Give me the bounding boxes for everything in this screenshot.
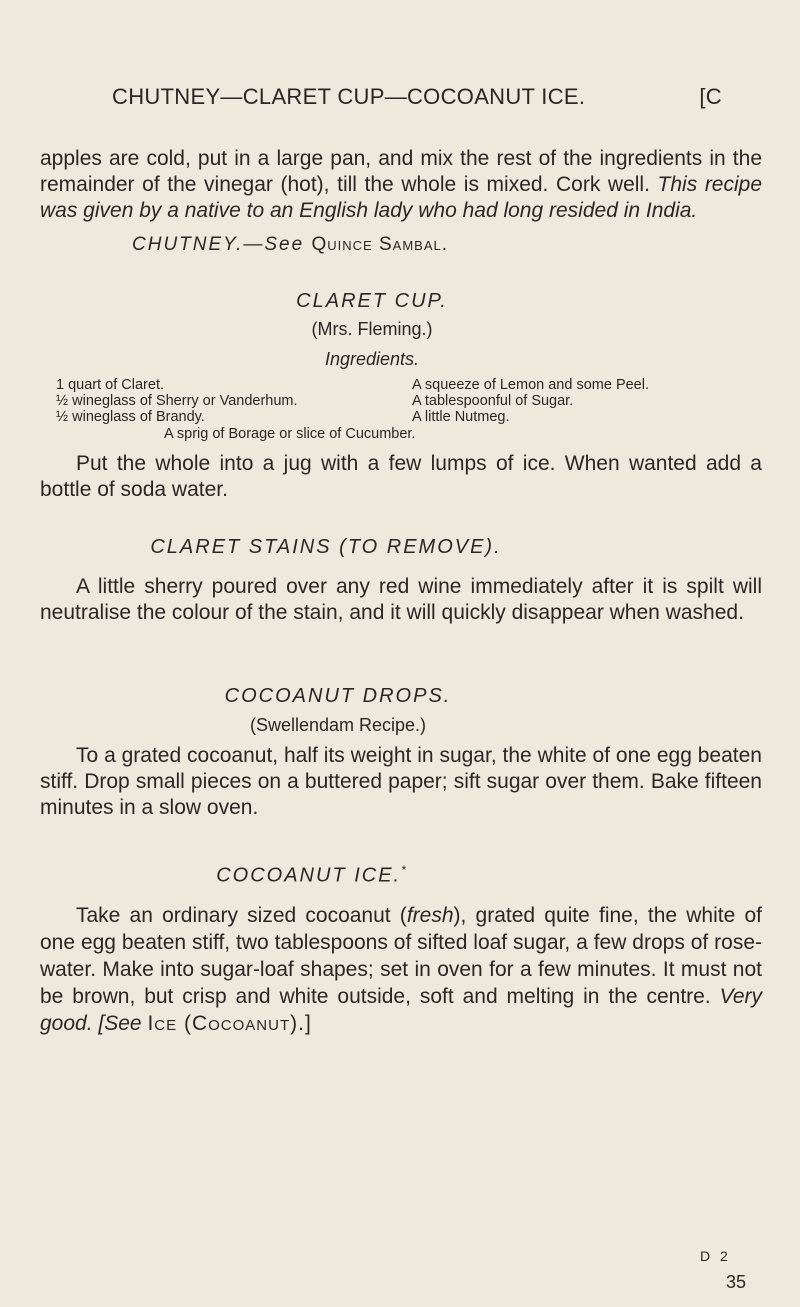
very-good-note: Very good.: [40, 985, 762, 1035]
ingredient-item: ½ wineglass of Sherry or Vanderhum.: [56, 393, 298, 409]
signature-mark: D 2: [700, 1248, 731, 1264]
intro-italic-note: This recipe was given by a native to an English lady who had long resided in India.: [40, 173, 763, 222]
fresh-word: fresh: [406, 904, 454, 927]
claret-cup-left-ingredients: [56, 377, 298, 425]
ingredient-item: A sprig of Borage or slice of Cucumber.: [164, 426, 416, 442]
claret-stains-title: CLARET STAINS (TO REMOVE).: [150, 536, 502, 558]
ingredient-item: A little Nutmeg.: [412, 409, 510, 425]
cocoanut-ice-text: [40, 902, 762, 1037]
claret-stains-text: A little sherry poured over any red wine immediately after it is spilt will neutralise the colour of the stain, and it will quickly disappear when washed.: [40, 575, 762, 624]
cocoanut-ice-text-b: ), grated quite fine, the white of one egg beaten stiff, two tablespoons of sifted loaf sugar, a few drops of rose-water. Make into sugar-loaf shapes; set in oven for a few minutes. It must not be brown, but crisp and white outside, soft and melting in the centre.: [40, 904, 762, 1008]
header-bracket: [C: [699, 84, 722, 109]
running-header: [112, 84, 722, 110]
ingredient-item: ½ wineglass of Brandy.: [56, 409, 205, 425]
chutney-see: —See: [243, 234, 305, 255]
cocoanut-drops-title: COCOANUT DROPS.: [224, 685, 452, 707]
cocoanut-ice-text-a: Take an ordinary sized cocoanut (: [76, 904, 407, 927]
see-reference: [See: [98, 1012, 142, 1035]
see-reference-target: Ice (Cocoanut).]: [147, 1012, 312, 1035]
intro-paragraph: [40, 146, 762, 224]
running-title: CHUTNEY—CLARET CUP—COCOANUT ICE.: [112, 84, 586, 109]
claret-cup-author: (Mrs. Fleming.): [311, 319, 433, 339]
cocoanut-ice-mark: *: [401, 863, 408, 877]
intro-text: apples are cold, put in a large pan, and mix the rest of the ingredients in the remainder of the vinegar (hot), till the whole is mixed. Cork well.: [40, 147, 762, 196]
cocoanut-ice-title: COCOANUT ICE.: [216, 864, 402, 887]
chutney-reference: [0, 234, 690, 256]
ingredient-item: A tablespoonful of Sugar.: [412, 393, 574, 409]
claret-cup-method: Put the whole into a jug with a few lumps of ice. When wanted add a bottle of soda water.: [40, 452, 762, 501]
claret-cup-right-ingredients: [412, 377, 649, 425]
cocoanut-drops-source: (Swellendam Recipe.): [249, 715, 427, 735]
cocoanut-drops-text: To a grated cocoanut, half its weight in sugar, the white of one egg beaten stiff. Drop small pieces on a buttered paper; sift sugar over them. Bake fifteen minutes in a slow oven.: [40, 744, 762, 819]
claret-cup-title: CLARET CUP.: [296, 290, 448, 312]
chutney-see-target: Quince Sambal.: [311, 234, 448, 255]
chutney-title: CHUTNEY.: [132, 234, 244, 255]
ingredient-item: 1 quart of Claret.: [56, 377, 164, 393]
claret-cup-ingredients-heading: Ingredients.: [324, 349, 420, 369]
page-number: 35: [726, 1272, 747, 1292]
ingredient-item: A squeeze of Lemon and some Peel.: [412, 377, 649, 393]
cocoanut-ice-heading: [0, 863, 712, 888]
